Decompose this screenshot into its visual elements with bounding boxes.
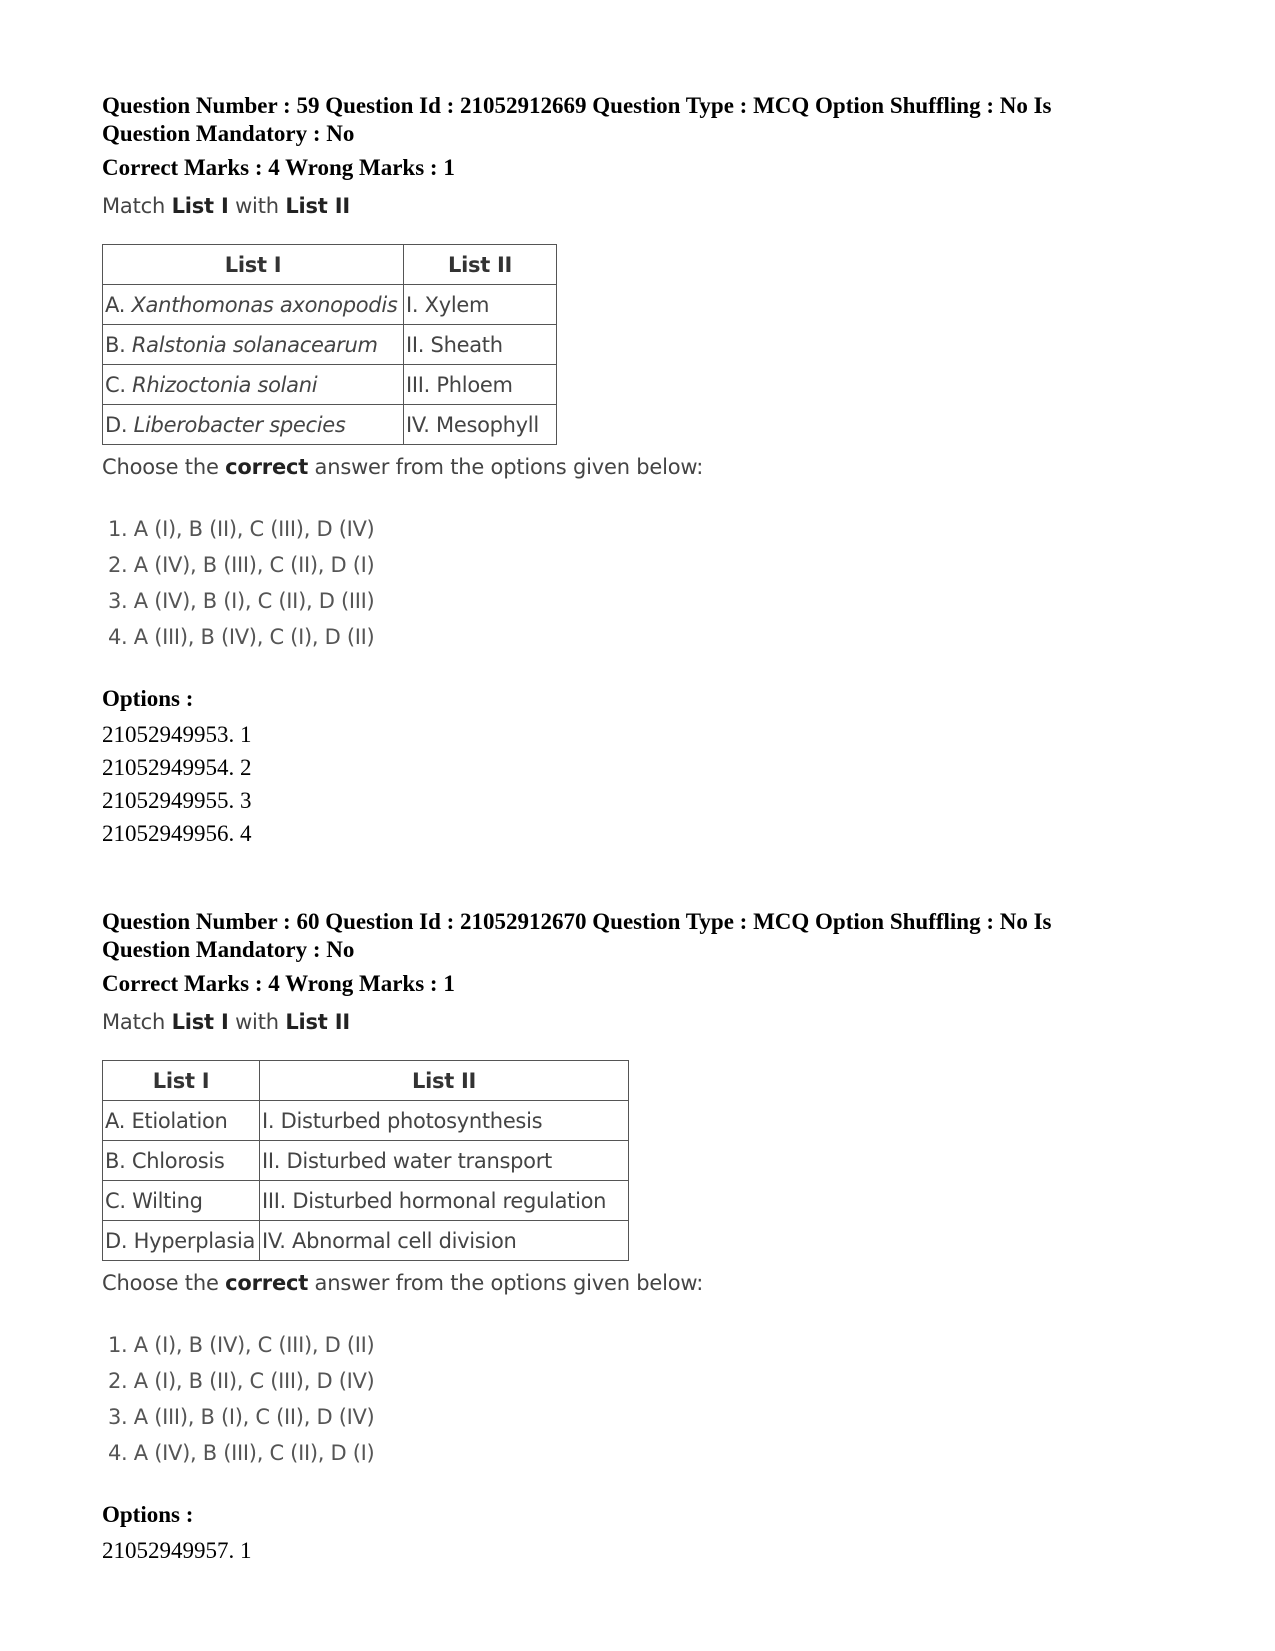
- instruction-list-2: List II: [285, 194, 350, 218]
- row-label: B.: [105, 332, 132, 357]
- table-cell-left: C. Wilting: [103, 1181, 260, 1221]
- species-name: Rhizoctonia solani: [132, 372, 318, 397]
- question-59: [102, 92, 1182, 850]
- table-row: [103, 1101, 629, 1141]
- table-header-list-1: List I: [103, 245, 404, 285]
- table-header-row: [103, 245, 557, 285]
- table-cell-left: [103, 365, 404, 405]
- answer-choice-1: 1. A (I), B (II), C (III), D (IV): [108, 517, 375, 541]
- question-60: [102, 908, 1182, 1567]
- row-label: C.: [105, 372, 133, 397]
- choose-bold: correct: [225, 1271, 309, 1295]
- table-header-list-2: List II: [260, 1061, 629, 1101]
- answer-choice-1: 1. A (I), B (IV), C (III), D (II): [108, 1333, 375, 1357]
- match-table: [102, 1060, 629, 1261]
- options-title: Options :: [102, 1502, 194, 1527]
- table-cell-right: III. Disturbed hormonal regulation: [260, 1181, 629, 1221]
- table-header-row: [103, 1061, 629, 1101]
- choose-instruction: [102, 1269, 1182, 1297]
- options-list: [102, 718, 1182, 850]
- option-item: 21052949957. 1: [102, 1538, 252, 1563]
- choose-pre: Choose the: [102, 1271, 226, 1295]
- table-cell-right: II. Disturbed water transport: [260, 1141, 629, 1181]
- instruction-list-1: List I: [171, 1010, 229, 1034]
- question-header-line-1: Question Number : 60 Question Id : 21052912670 Question Type : MCQ Option Shuffling : No Is: [102, 909, 1052, 934]
- match-instruction: [102, 1008, 1182, 1036]
- question-header-line-2: Question Mandatory : No: [102, 937, 355, 962]
- instruction-list-1: List I: [171, 194, 229, 218]
- table-row: [103, 285, 557, 325]
- table-header-list-2: List II: [404, 245, 557, 285]
- answer-choice-2: 2. A (I), B (II), C (III), D (IV): [108, 1369, 375, 1393]
- question-header-line-2: Question Mandatory : No: [102, 121, 355, 146]
- table-row: [103, 1221, 629, 1261]
- match-table: [102, 244, 557, 445]
- table-cell-right: III. Phloem: [404, 365, 557, 405]
- species-name: Ralstonia solanacearum: [131, 332, 378, 357]
- marks-line: Correct Marks : 4 Wrong Marks : 1: [102, 971, 455, 996]
- answer-choice-3: 3. A (IV), B (I), C (II), D (III): [108, 589, 375, 613]
- question-header: [102, 92, 1182, 148]
- table-cell-left: [103, 285, 404, 325]
- table-row: [103, 1141, 629, 1181]
- answer-choice-2: 2. A (IV), B (III), C (II), D (I): [108, 553, 375, 577]
- table-cell-right: II. Sheath: [404, 325, 557, 365]
- document-page: [102, 92, 1182, 1567]
- species-name: Xanthomonas axonopodis: [131, 292, 398, 317]
- options-list: [102, 1534, 1182, 1567]
- table-cell-left: [103, 405, 404, 445]
- marks-line: Correct Marks : 4 Wrong Marks : 1: [102, 155, 455, 180]
- option-item: 21052949954. 2: [102, 755, 252, 780]
- table-cell-right: IV. Mesophyll: [404, 405, 557, 445]
- table-cell-right: I. Disturbed photosynthesis: [260, 1101, 629, 1141]
- answer-choice-4: 4. A (IV), B (III), C (II), D (I): [108, 1441, 375, 1465]
- instruction-pre: Match: [102, 194, 172, 218]
- choose-instruction: [102, 453, 1182, 481]
- table-cell-right: IV. Abnormal cell division: [260, 1221, 629, 1261]
- answer-choices: [108, 1327, 1182, 1471]
- question-header-line-1: Question Number : 59 Question Id : 21052912669 Question Type : MCQ Option Shuffling : No Is: [102, 93, 1052, 118]
- instruction-mid: with: [228, 194, 286, 218]
- row-label: D.: [105, 412, 134, 437]
- table-header-list-1: List I: [103, 1061, 260, 1101]
- species-name: Liberobacter species: [133, 412, 346, 437]
- table-row: [103, 1181, 629, 1221]
- table-row: [103, 325, 557, 365]
- table-cell-left: B. Chlorosis: [103, 1141, 260, 1181]
- table-cell-right: I. Xylem: [404, 285, 557, 325]
- instruction-list-2: List II: [285, 1010, 350, 1034]
- row-label: A.: [105, 292, 132, 317]
- choose-pre: Choose the: [102, 455, 226, 479]
- instruction-mid: with: [228, 1010, 286, 1034]
- choose-post: answer from the options given below:: [308, 455, 704, 479]
- answer-choice-4: 4. A (III), B (IV), C (I), D (II): [108, 625, 375, 649]
- answer-choice-3: 3. A (III), B (I), C (II), D (IV): [108, 1405, 375, 1429]
- table-cell-left: A. Etiolation: [103, 1101, 260, 1141]
- answer-choices: [108, 511, 1182, 655]
- options-title: Options :: [102, 686, 194, 711]
- option-item: 21052949953. 1: [102, 722, 252, 747]
- instruction-pre: Match: [102, 1010, 172, 1034]
- option-item: 21052949955. 3: [102, 788, 252, 813]
- choose-post: answer from the options given below:: [308, 1271, 704, 1295]
- table-row: [103, 405, 557, 445]
- match-instruction: [102, 192, 1182, 220]
- option-item: 21052949956. 4: [102, 821, 252, 846]
- table-cell-left: D. Hyperplasia: [103, 1221, 260, 1261]
- question-header: [102, 908, 1182, 964]
- choose-bold: correct: [225, 455, 309, 479]
- table-row: [103, 365, 557, 405]
- table-cell-left: [103, 325, 404, 365]
